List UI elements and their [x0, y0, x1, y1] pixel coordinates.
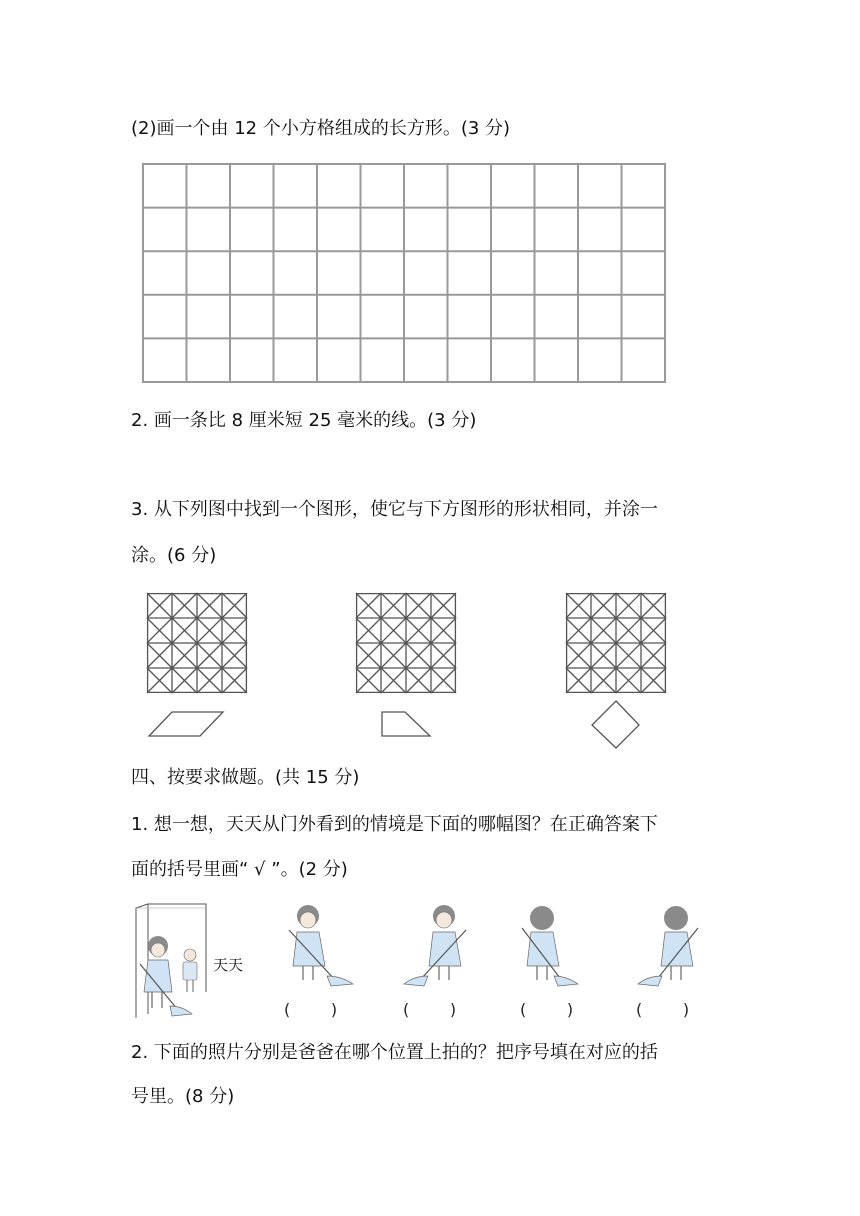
question-3-3-line2: 涂。(6 分) — [131, 545, 217, 566]
trapezoid-shape — [381, 711, 433, 737]
question-4-2-line2: 号里。(8 分) — [131, 1086, 235, 1107]
x-grid-1[interactable] — [147, 593, 247, 693]
parallelogram-shape — [148, 711, 224, 737]
answer-blank-2[interactable]: ( ) — [403, 1000, 457, 1019]
question-4-1-line2: 面的括号里画“ √ ”。(2 分) — [131, 859, 348, 880]
x-grid-3[interactable] — [566, 593, 666, 693]
question-4-2-line1: 2. 下面的照片分别是爸爸在哪个位置上拍的？把序号填在对应的括 — [131, 1042, 658, 1063]
rotated-square-shape — [591, 700, 641, 750]
answer-blank-3[interactable]: ( ) — [520, 1000, 574, 1019]
question-3-3-line1: 3. 从下列图中找到一个图形，使它与下方图形的形状相同，并涂一 — [131, 499, 658, 520]
tiantian-label: 天天 — [213, 956, 244, 974]
x-grid-2[interactable] — [356, 593, 456, 693]
section-4-title: 四、按要求做题。(共 15 分) — [131, 767, 360, 788]
option-girl-back-1 — [516, 902, 588, 990]
option-girl-front-2 — [402, 902, 474, 990]
question-2-2-text: (2)画一个由 12 个小方格组成的长方形。(3 分) — [131, 118, 511, 139]
answer-blank-1[interactable]: ( ) — [284, 1000, 338, 1019]
option-girl-front-1 — [283, 902, 355, 990]
question-4-1-line1: 1. 想一想，天天从门外看到的情境是下面的哪幅图？在正确答案下 — [131, 814, 658, 835]
question-3-2-text: 2. 画一条比 8 厘米短 25 毫米的线。(3 分) — [131, 410, 477, 431]
answer-blank-4[interactable]: ( ) — [636, 1000, 690, 1019]
square-grid — [142, 163, 666, 383]
option-girl-back-2 — [634, 902, 706, 990]
door-scene-illustration — [132, 902, 212, 1020]
